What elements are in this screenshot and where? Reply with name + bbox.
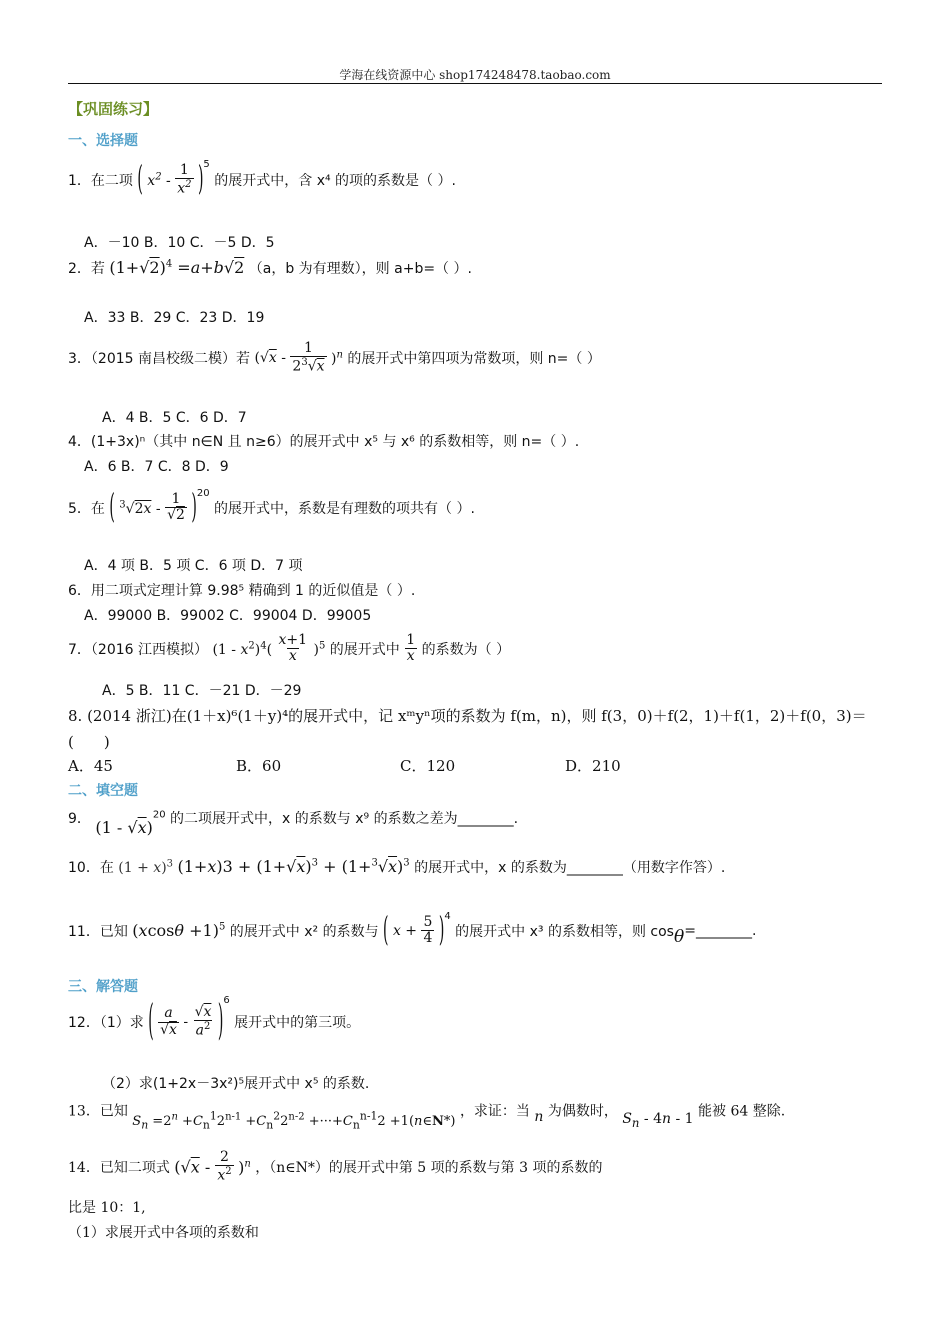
question-11: 11．已知 $(xcos\theta +1)^5$ 的展开式中 x² 的系数与 ( x + $\frac{5}{4}$ )$^4$ 的展开式中 x³ 的系数相等，则 cosθ=________. xyxy=(68,911,757,951)
section-choice: 一、选择题 xyxy=(68,133,138,149)
question-1: 1．在二项 ( $x^2$ - $\frac{1}{x^2}$ )$^5$ 的展开式中，含 x⁴ 的项的系数是（ ）. xyxy=(68,159,456,200)
page-header: 学海在线资源中心 shop174248478.taobao.com xyxy=(339,68,611,82)
q8-option-a: A．45 xyxy=(68,757,113,775)
q2-prefix: 2．若 xyxy=(68,261,105,277)
q9-text: 的二项展开式中，x 的系数与 x⁹ 的系数之差为________. xyxy=(170,811,519,827)
question-4: 4．(1+3x)ⁿ（其中 n∈N 且 n≥6）的展开式中 x⁵ 与 x⁶ 的系数相等，则 n=（ ）. xyxy=(68,434,580,450)
q7-mid: 的展开式中 xyxy=(329,641,400,658)
q4-options: A．6 B．7 C．8 D．9 xyxy=(84,459,229,475)
question-13: 13．已知 $S_n =2^n +C_n^12^{n-1} +C_n^22^{n-2} +\cdot\cdot\cdot+C_n^{n-1}2$ +1(n∈N*) ，求证：当 n 为偶数时， $S_n - 4n - 1$ 能被 64 整除. xyxy=(68,1103,786,1132)
q7-text: 的系数为（ ） xyxy=(421,641,511,658)
question-9: 9． (1 - √x)$^{20}$ 的二项展开式中，x 的系数与 x⁹ 的系数之差为________. xyxy=(68,809,519,837)
q14-line3: （1）求展开式中各项的系数和 xyxy=(68,1225,259,1241)
q13-mid: ，求证：当 xyxy=(459,1103,530,1120)
q11-mid: 的展开式中 x² 的系数与 xyxy=(229,923,379,940)
q8-option-b: B．60 xyxy=(236,757,282,775)
section-fill: 二、填空题 xyxy=(68,783,138,799)
question-5: 5．在 ( $^3$√2x - $\frac{1}{√2}$ )$^{20}$ 的展开式中，系数是有理数的项共有（ ）. xyxy=(68,488,475,528)
page-title: 【巩固练习】 xyxy=(68,100,159,118)
q13-prefix: 13．已知 xyxy=(68,1103,128,1120)
question-3: 3．（2015 南昌校级二模）若 (√x - $\frac{1}{2^3√x}$ )$^n$ 的展开式中第四项为常数项，则 n=（ ） xyxy=(68,340,601,376)
q8-option-d: D．210 xyxy=(565,757,621,775)
question-2: 2．若 $(1+√2)^4 =a+b√2$ （a，b 为有理数），则 a+b=（ ）. xyxy=(68,258,472,277)
header-rule xyxy=(68,83,882,84)
q1-fraction: $\frac{1}{x^2}$ xyxy=(177,162,192,198)
q5-options: A．4 项 B．5 项 C．6 项 D．7 项 xyxy=(84,558,303,574)
section-answer: 三、解答题 xyxy=(68,979,138,995)
q11-text: 的展开式中 x³ 的系数相等，则 cos xyxy=(455,923,674,940)
q10-prefix: 10．在 xyxy=(68,860,114,876)
question-8: 8. (2014 浙江)在(1＋x)⁶(1＋y)⁴的展开式中，记 xᵐyⁿ项的系数为 f(m，n)，则 f(3，0)＋f(2，1)＋f(1，2)＋f(0，3)＝ xyxy=(68,707,867,725)
q12-text: 展开式中的第三项。 xyxy=(234,1015,361,1032)
q14-line2: 比是 10：1, xyxy=(68,1200,146,1216)
q5-text: 的展开式中，系数是有理数的项共有（ ）. xyxy=(214,500,475,517)
q12-prefix: 12．（1）求 xyxy=(68,1015,144,1032)
q3-text: 的展开式中第四项为常数项，则 n=（ ） xyxy=(347,351,601,368)
question-12: 12．（1）求 ( $\frac{a}{√x}$ - $\frac{√x}{a^2}$ )$^6$ 展开式中的第三项。 xyxy=(68,995,361,1047)
question-7: 7．（2016 江西模拟） $(1 - x^2)^4$( $\frac{x+1}{x}$ )$^5$ 的展开式中 $\frac{1}{x}$ 的系数为（ ） xyxy=(68,632,511,665)
question-14: 14．已知二项式 (√x - $\frac{2}{x^2}$ )$^n$ ，（n∈N*）的展开式中第 5 项的系数与第 3 项的系数的 xyxy=(68,1149,603,1185)
q3-options: A．4 B．5 C．6 D．7 xyxy=(102,410,247,426)
q3-prefix: 3．（2015 南昌校级二模）若 xyxy=(68,351,250,368)
q7-options: A．5 B．11 C．－21 D．－29 xyxy=(102,683,302,699)
q12-part2: （2）求(1+2x－3x²)⁵展开式中 x⁵ 的系数. xyxy=(102,1076,370,1092)
q6-options: A．99000 B．99002 C．99004 D．99005 xyxy=(84,608,372,624)
q5-prefix: 5．在 xyxy=(68,500,105,517)
q8-option-c: C．120 xyxy=(400,757,456,775)
question-6: 6．用二项式定理计算 9.98⁵ 精确到 1 的近似值是（ ）. xyxy=(68,583,416,599)
q13-text: 能被 64 整除. xyxy=(698,1103,786,1120)
q14-prefix: 14．已知二项式 xyxy=(68,1160,170,1177)
q7-prefix: 7．（2016 江西模拟） xyxy=(68,641,208,658)
q8-line2: ( ) xyxy=(68,733,110,751)
q1-prefix: 1．在二项 xyxy=(68,173,133,190)
q2-text: （a，b 为有理数），则 a+b=（ ）. xyxy=(248,261,472,277)
q10-text: 的展开式中，x 的系数为________（用数字作答）. xyxy=(414,860,726,876)
q1-text: 的展开式中，含 x⁴ 的项的系数是（ ）. xyxy=(214,173,456,190)
q9-prefix: 9． xyxy=(68,811,91,827)
q14-text: ，（n∈N*）的展开式中第 5 项的系数与第 3 项的系数的 xyxy=(255,1160,603,1177)
q11-tail: =________. xyxy=(684,922,757,939)
question-10: 10．在 $(1 + x)^3$ $(1+x)3 + (1+√x)^3 + (1+^3√x)^3$ 的展开式中，x 的系数为________（用数字作答）. xyxy=(68,857,726,876)
q1-options: A．－10 B．10 C．－5 D．5 xyxy=(84,235,275,251)
q2-options: A．33 B．29 C．23 D．19 xyxy=(84,310,265,326)
q11-prefix: 11．已知 xyxy=(68,923,128,940)
q13-mid2: 为偶数时， xyxy=(547,1103,618,1120)
